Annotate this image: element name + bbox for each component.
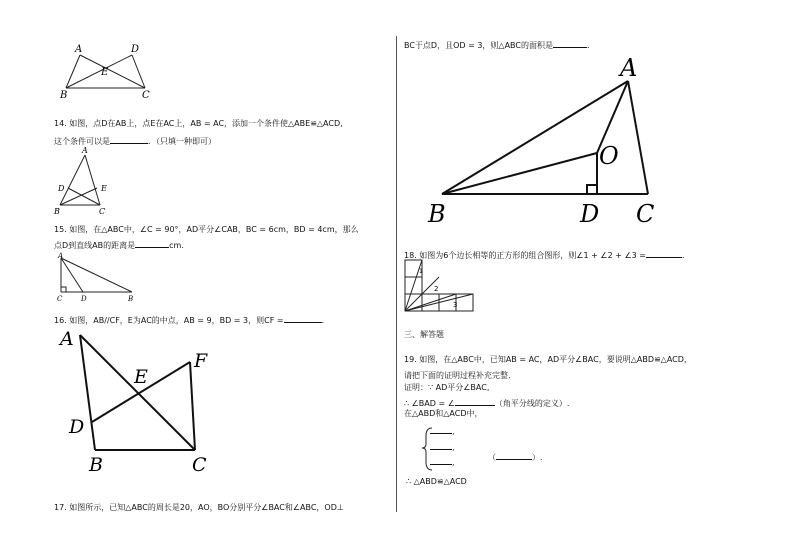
brace-row-3 — [430, 455, 455, 468]
label-b: B — [54, 207, 60, 216]
brace-row-2 — [430, 440, 455, 453]
reason-blank[interactable] — [496, 450, 532, 460]
label-e: E — [134, 366, 148, 388]
q19-line2: 请把下面的证明过程补充完整. — [404, 371, 511, 380]
label-c: C — [57, 295, 63, 303]
label-c: C — [142, 90, 150, 101]
brace-blank-3[interactable] — [430, 455, 452, 465]
q18-line-pre: 18. 如图为6个边长相等的正方形的组合图形，则∠1 + ∠2 + ∠3 = — [404, 251, 646, 260]
label-b: B — [60, 90, 68, 101]
label-d: D — [58, 184, 65, 193]
q16-line1-post: . — [321, 316, 325, 325]
reason-close: ）. — [532, 453, 543, 462]
section-3-title: 三、解答题 — [404, 330, 444, 339]
q19-line4-pre: ∴ ∠BAD = ∠ — [404, 399, 455, 408]
q15-line1: 15. 如图，在△ABC中，∠C = 90°，AD平分∠CAB，BC = 6cm，BD = 4cm，那么 — [54, 225, 359, 234]
label-f: F — [194, 350, 208, 372]
label-o: O — [599, 142, 619, 170]
label-b: B — [128, 295, 134, 303]
label-a: A — [58, 252, 64, 260]
brace-comma-2: , — [452, 443, 455, 452]
q14-line2-pre: 这个条件可以是 — [54, 137, 110, 146]
q19-line1: 19. 如图，在△ABC中，已知AB = AC，AD平分∠BAC，要说明△ABD≌△ACD， — [404, 355, 692, 364]
q18-line-post: . — [681, 251, 685, 260]
label-c: C — [636, 200, 655, 228]
label-c: C — [99, 207, 106, 216]
q19-line4-post: （角平分线的定义）. — [494, 399, 570, 408]
q19-line5: 在△ABD和△ACD中， — [404, 409, 483, 418]
label-d: D — [131, 44, 140, 55]
q14-line2-post: ．（只填一种即可） — [148, 137, 216, 146]
brace-comma-3: , — [452, 458, 455, 467]
q16-line1-pre: 16. 如图，AB//CF，E为AC的中点，AB = 9，BD = 3，则CF = — [54, 316, 284, 325]
brace-comma-1: , — [452, 427, 455, 436]
label-c: C — [192, 454, 207, 476]
reason-open: （ — [488, 453, 496, 462]
label-a: A — [60, 328, 74, 350]
q17-line1: 17. 如图所示，已知△ABC的周长是20，AO，BO分别平分∠BAC和∠ABC，OD⊥ — [54, 503, 344, 512]
angle-label-3: 3 — [453, 301, 458, 309]
label-a: A — [75, 44, 83, 55]
label-d: D — [69, 416, 85, 438]
q17-line2-post: . — [587, 41, 590, 50]
q19-line3: 证明：∵ AD平分∠BAC, — [404, 383, 490, 392]
label-b: B — [89, 454, 103, 476]
label-a: A — [82, 146, 88, 155]
label-e: E — [101, 67, 109, 78]
brace-blank-2[interactable] — [430, 440, 452, 450]
label-d: D — [580, 200, 600, 228]
brace-blank-1[interactable] — [430, 424, 452, 434]
label-b: B — [428, 200, 446, 228]
q17-line2-pre: BC于点D，且OD = 3，则△ABC的面积是 — [404, 41, 553, 50]
q15-line2-pre: 点D到直线AB的距离是 — [54, 241, 136, 250]
angle-label-2: 2 — [434, 285, 439, 293]
label-d: D — [81, 295, 87, 303]
q14-line1: 14. 如图，点D在AB上，点E在AC上，AB = AC，添加一个条件使△ABE≌△ACD, — [54, 119, 343, 128]
angle-label-1: 1 — [419, 268, 423, 275]
label-e: E — [101, 184, 107, 193]
brace-row-1 — [430, 424, 455, 437]
q15-line2-post: cm. — [169, 241, 184, 250]
q19-conclusion: ∴ △ABD≌△ACD — [406, 477, 467, 486]
reason-row — [488, 450, 543, 463]
label-a: A — [620, 54, 638, 82]
